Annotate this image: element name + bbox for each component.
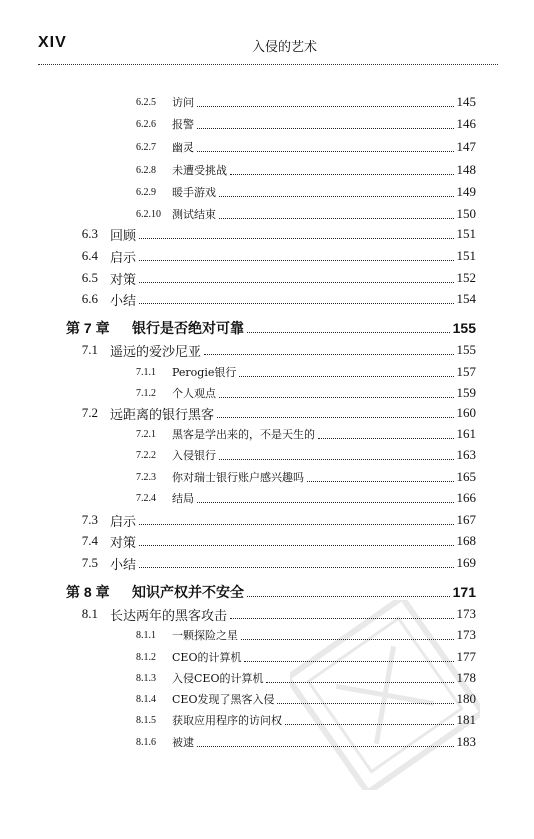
toc-entry-title: 个人观点 <box>172 387 216 400</box>
toc-entry-page: 168 <box>456 533 476 548</box>
toc-entry-number: 7.1 <box>81 342 98 357</box>
toc-section-entry[interactable] <box>70 340 476 360</box>
toc-entry-title: 长达两年的黑客攻击 <box>110 608 228 624</box>
toc-entry-number: 7.5 <box>81 555 98 570</box>
toc-entry-number: 7.2.4 <box>136 492 156 504</box>
toc-subsection-entry[interactable] <box>136 92 476 112</box>
toc-entry-number: 8.1.1 <box>136 629 156 641</box>
toc-entry-title: 报警 <box>172 118 194 131</box>
toc-entry-number: 8.1.5 <box>136 714 156 726</box>
toc-entry-page: 173 <box>456 606 476 621</box>
toc-entry-title: 获取应用程序的访问权 <box>172 714 282 727</box>
toc-entry-page: 167 <box>456 512 476 527</box>
toc-entry-page: 152 <box>456 270 476 285</box>
dot-leader <box>247 596 450 597</box>
toc-entry-title: 入侵CEO的计算机 <box>172 672 264 685</box>
toc-entry-page: 181 <box>456 712 476 727</box>
dot-leader <box>219 196 454 197</box>
dot-leader <box>139 238 453 239</box>
toc-subsection-entry[interactable] <box>136 182 476 202</box>
toc-entry-title: 银行是否绝对可靠 <box>132 321 244 337</box>
toc-entry-number: 7.1.1 <box>136 366 156 378</box>
dot-leader <box>197 502 454 503</box>
toc-entry-page: 166 <box>456 490 476 505</box>
toc-entry-number: 8.1 <box>81 606 98 621</box>
toc-entry-title: 一颗探险之星 <box>172 629 238 642</box>
toc-entry-title: CEO发现了黑客入侵 <box>172 693 275 706</box>
toc-subsection-entry[interactable] <box>136 488 476 508</box>
book-title: 入侵的艺术 <box>252 40 318 55</box>
dot-leader <box>204 354 453 355</box>
toc-entry-title: 对策 <box>110 535 137 551</box>
toc-entry-page: 177 <box>456 649 476 664</box>
toc-entry-page: 149 <box>456 184 476 199</box>
dot-leader <box>197 151 454 152</box>
toc-entry-title: 启示 <box>110 514 137 530</box>
toc-entry-number: 8.1.2 <box>136 651 156 663</box>
toc-subsection-entry[interactable] <box>136 383 476 403</box>
dot-leader <box>139 545 453 546</box>
toc-entry-number: 6.3 <box>81 226 98 241</box>
toc-entry-page: 148 <box>456 162 476 177</box>
toc-entry-number: 7.4 <box>81 533 98 548</box>
toc-entry-number: 6.2.10 <box>136 208 161 220</box>
toc-entry-title: 对策 <box>110 272 137 288</box>
toc-entry-page: 178 <box>456 670 476 685</box>
toc-entry-page: 155 <box>456 342 476 357</box>
toc-subsection-entry[interactable] <box>136 204 476 224</box>
toc-entry-number: 6.4 <box>81 248 98 263</box>
toc-entry-title: 访问 <box>172 96 194 109</box>
toc-entry-page: 173 <box>456 627 476 642</box>
dot-leader <box>318 438 454 439</box>
dot-leader <box>230 174 454 175</box>
toc-entry-number: 8.1.4 <box>136 693 156 705</box>
toc-section-entry[interactable] <box>70 403 476 423</box>
toc-section-entry[interactable] <box>70 268 476 288</box>
toc-entry-title: 回顾 <box>110 228 137 244</box>
toc-entry-page: 163 <box>456 447 476 462</box>
toc-section-entry[interactable] <box>70 246 476 266</box>
toc-section-entry[interactable] <box>70 289 476 309</box>
toc-entry-number: 6.5 <box>81 270 98 285</box>
dot-leader <box>219 459 454 460</box>
toc-entry-number: 7.3 <box>81 512 98 527</box>
toc-entry-number: 7.2.2 <box>136 449 156 461</box>
toc-entry-number: 6.6 <box>81 291 98 306</box>
dot-leader <box>239 376 453 377</box>
toc-subsection-entry[interactable] <box>136 114 476 134</box>
page-number: XIV <box>38 34 67 51</box>
toc-entry-number: 6.2.9 <box>136 186 156 198</box>
toc-entry-title: 小结 <box>110 557 137 573</box>
toc-entry-title: 幽灵 <box>172 141 194 154</box>
toc-entry-page: 151 <box>456 226 476 241</box>
toc-entry-number: 第 7 章 <box>66 320 110 336</box>
toc-entry-page: 169 <box>456 555 476 570</box>
toc-entry-title: 你对瑞士银行账户感兴趣吗 <box>172 471 304 484</box>
toc-entry-number: 7.1.2 <box>136 387 156 399</box>
toc-entry-page: 165 <box>456 469 476 484</box>
dot-leader <box>219 218 454 219</box>
toc-entry-page: 171 <box>452 584 476 600</box>
toc-entry-number: 第 8 章 <box>66 584 110 600</box>
toc-entry-number: 8.1.3 <box>136 672 156 684</box>
toc-entry-number: 7.2.3 <box>136 471 156 483</box>
toc-entry-title: Perogie银行 <box>172 366 237 379</box>
toc-entry-title: 暖手游戏 <box>172 186 216 199</box>
toc-entry-page: 147 <box>456 139 476 154</box>
toc-subsection-entry[interactable] <box>136 160 476 180</box>
toc-entry-number: 6.2.8 <box>136 164 156 176</box>
toc-entry-page: 180 <box>456 691 476 706</box>
toc-subsection-entry[interactable] <box>136 362 476 382</box>
toc-entry-number: 6.2.7 <box>136 141 156 153</box>
dot-leader <box>139 524 453 525</box>
toc-entry-page: 155 <box>452 320 476 336</box>
toc-entry-title: CEO的计算机 <box>172 651 242 664</box>
toc-section-entry[interactable] <box>70 531 476 551</box>
toc-entry-page: 159 <box>456 385 476 400</box>
toc-entry-page: 150 <box>456 206 476 221</box>
toc-subsection-entry[interactable] <box>136 137 476 157</box>
dot-leader <box>219 397 454 398</box>
toc-section-entry[interactable] <box>70 224 476 244</box>
toc-entry-page: 183 <box>456 734 476 749</box>
dot-leader <box>217 417 453 418</box>
toc-subsection-entry[interactable] <box>136 445 476 465</box>
dot-leader <box>197 106 454 107</box>
toc-chapter-entry[interactable] <box>66 582 476 602</box>
toc-section-entry[interactable] <box>70 510 476 530</box>
toc-entry-page: 161 <box>456 426 476 441</box>
toc-section-entry[interactable] <box>70 553 476 573</box>
toc-entry-page: 151 <box>456 248 476 263</box>
toc-entry-title: 入侵银行 <box>172 449 216 462</box>
toc-entry-title: 启示 <box>110 250 137 266</box>
dot-leader <box>197 128 454 129</box>
toc-entry-title: 被逮 <box>172 736 194 749</box>
dot-leader <box>139 282 453 283</box>
toc-entry-page: 160 <box>456 405 476 420</box>
toc-entry-number: 8.1.6 <box>136 736 156 748</box>
toc-entry-page: 145 <box>456 94 476 109</box>
toc-chapter-entry[interactable] <box>66 318 476 338</box>
toc-entry-page: 146 <box>456 116 476 131</box>
dot-leader <box>139 567 453 568</box>
toc-entry-title: 小结 <box>110 293 137 309</box>
toc-entry-title: 知识产权并不安全 <box>132 585 244 601</box>
dot-leader <box>139 260 453 261</box>
library-stamp-watermark <box>290 600 480 790</box>
toc-entry-number: 7.2 <box>81 405 98 420</box>
toc-entry-number: 6.2.6 <box>136 118 156 130</box>
toc-entry-number: 7.2.1 <box>136 428 156 440</box>
toc-entry-number: 6.2.5 <box>136 96 156 108</box>
toc-entry-title: 黑客是学出来的，不是天生的 <box>172 428 315 441</box>
toc-entry-title: 未遭受挑战 <box>172 164 227 177</box>
toc-entry-page: 154 <box>456 291 476 306</box>
dot-leader <box>139 303 453 304</box>
toc-entry-title: 远距离的银行黑客 <box>110 407 215 423</box>
toc-subsection-entry[interactable] <box>136 424 476 444</box>
toc-entry-title: 遥远的爱沙尼亚 <box>110 344 202 360</box>
dot-leader <box>307 481 454 482</box>
toc-entry-page: 157 <box>456 364 476 379</box>
toc-subsection-entry[interactable] <box>136 467 476 487</box>
toc-entry-title: 结局 <box>172 492 194 505</box>
dot-leader <box>247 332 450 333</box>
toc-entry-title: 测试结束 <box>172 208 216 221</box>
